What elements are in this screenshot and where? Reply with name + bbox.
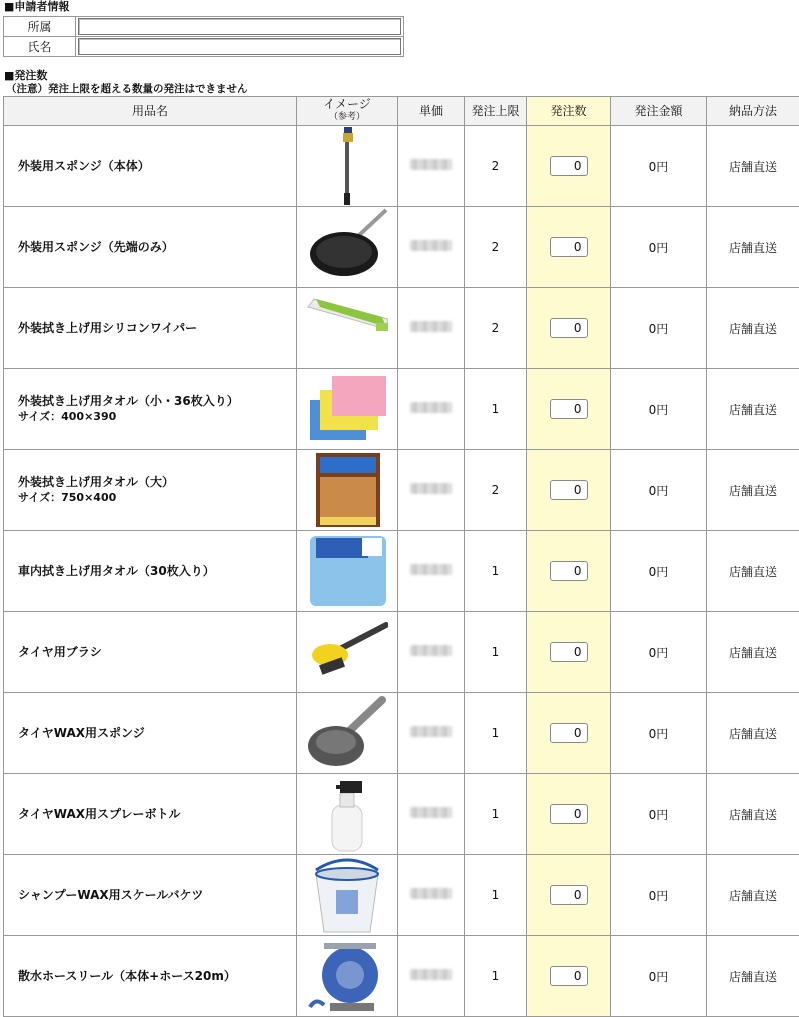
product-name: 外装拭き上げ用タオル（大） bbox=[18, 475, 174, 489]
limit-cell: 2 bbox=[465, 450, 527, 531]
product-size: サイズ：750×400 bbox=[18, 490, 296, 505]
product-name: タイヤWAX用スポンジ bbox=[18, 726, 145, 740]
limit-cell: 2 bbox=[465, 207, 527, 288]
product-name: 車内拭き上げ用タオル（30枚入り） bbox=[18, 564, 215, 578]
delivery-cell: 店舗直送 bbox=[707, 531, 799, 612]
order-table-header bbox=[4, 97, 799, 126]
order-row bbox=[4, 288, 799, 369]
limit-cell: 2 bbox=[465, 126, 527, 207]
header-name: 用品名 bbox=[4, 97, 297, 126]
unit-price-cell bbox=[398, 774, 465, 855]
product-name: 外装用スポンジ（本体） bbox=[18, 159, 150, 173]
product-image-cell bbox=[297, 288, 398, 369]
unit-price-redacted bbox=[410, 888, 452, 899]
product-name-cell bbox=[4, 855, 297, 936]
name-input[interactable] bbox=[78, 38, 401, 55]
order-row bbox=[4, 531, 799, 612]
qty-cell bbox=[527, 531, 611, 612]
order-row bbox=[4, 450, 799, 531]
unit-price-redacted bbox=[410, 483, 452, 494]
order-row bbox=[4, 126, 799, 207]
mop-head-icon bbox=[306, 208, 388, 286]
header-image-label: イメージ bbox=[323, 97, 371, 111]
product-name-cell bbox=[4, 774, 297, 855]
product-name-cell bbox=[4, 531, 297, 612]
unit-price-redacted bbox=[410, 321, 452, 332]
product-name-cell bbox=[4, 207, 297, 288]
product-image-cell bbox=[297, 207, 398, 288]
order-row bbox=[4, 693, 799, 774]
unit-price-cell bbox=[398, 531, 465, 612]
order-row bbox=[4, 369, 799, 450]
limit-cell: 1 bbox=[465, 369, 527, 450]
product-image-cell bbox=[297, 531, 398, 612]
product-image-cell bbox=[297, 936, 398, 1017]
order-table-body bbox=[4, 126, 799, 1017]
product-name: タイヤWAX用スプレーボトル bbox=[18, 807, 181, 821]
product-image-cell bbox=[297, 369, 398, 450]
qty-input[interactable]: 0 bbox=[550, 885, 588, 905]
product-name: タイヤ用ブラシ bbox=[18, 645, 102, 659]
unit-price-cell bbox=[398, 369, 465, 450]
order-row bbox=[4, 774, 799, 855]
qty-input[interactable]: 0 bbox=[550, 480, 588, 500]
unit-price-cell bbox=[398, 450, 465, 531]
product-image-cell bbox=[297, 693, 398, 774]
order-row bbox=[4, 936, 799, 1017]
amount-cell: 0円 bbox=[611, 612, 707, 693]
product-image-cell bbox=[297, 612, 398, 693]
product-name-cell bbox=[4, 693, 297, 774]
order-table bbox=[3, 96, 799, 1017]
unit-price-redacted bbox=[410, 726, 452, 737]
header-image bbox=[297, 97, 398, 126]
hose-reel-icon bbox=[306, 937, 388, 1015]
product-name-cell bbox=[4, 612, 297, 693]
product-name: 散水ホースリール（本体+ホース20m） bbox=[18, 969, 236, 983]
bucket-icon bbox=[306, 856, 388, 934]
product-name: 外装拭き上げ用タオル（小・36枚入り） bbox=[18, 394, 239, 408]
unit-price-redacted bbox=[410, 969, 452, 980]
qty-cell bbox=[527, 612, 611, 693]
amount-cell: 0円 bbox=[611, 774, 707, 855]
qty-cell bbox=[527, 288, 611, 369]
qty-input[interactable]: 0 bbox=[550, 642, 588, 662]
qty-cell bbox=[527, 936, 611, 1017]
amount-cell: 0円 bbox=[611, 288, 707, 369]
amount-cell: 0円 bbox=[611, 936, 707, 1017]
affiliation-input[interactable] bbox=[78, 18, 401, 35]
product-name-cell bbox=[4, 288, 297, 369]
qty-cell bbox=[527, 450, 611, 531]
product-name-cell bbox=[4, 126, 297, 207]
delivery-cell: 店舗直送 bbox=[707, 207, 799, 288]
unit-price-cell bbox=[398, 126, 465, 207]
qty-input[interactable]: 0 bbox=[550, 561, 588, 581]
wax-sponge-icon bbox=[306, 694, 388, 772]
product-name-cell bbox=[4, 450, 297, 531]
header-amount: 発注金額 bbox=[611, 97, 707, 126]
header-image-sub: （参考） bbox=[297, 111, 397, 124]
order-row bbox=[4, 207, 799, 288]
qty-input[interactable]: 0 bbox=[550, 723, 588, 743]
unit-price-cell bbox=[398, 693, 465, 774]
delivery-cell: 店舗直送 bbox=[707, 693, 799, 774]
unit-price-redacted bbox=[410, 807, 452, 818]
applicant-table bbox=[3, 16, 404, 57]
product-image-cell bbox=[297, 774, 398, 855]
qty-cell bbox=[527, 207, 611, 288]
limit-cell: 1 bbox=[465, 774, 527, 855]
delivery-cell: 店舗直送 bbox=[707, 126, 799, 207]
qty-input[interactable]: 0 bbox=[550, 237, 588, 257]
qty-cell bbox=[527, 369, 611, 450]
qty-input[interactable]: 0 bbox=[550, 804, 588, 824]
product-name: 外装拭き上げ用シリコンワイパー bbox=[18, 321, 197, 335]
towels-icon bbox=[306, 370, 388, 448]
qty-cell bbox=[527, 774, 611, 855]
product-image-cell bbox=[297, 450, 398, 531]
limit-cell: 1 bbox=[465, 855, 527, 936]
qty-input[interactable]: 0 bbox=[550, 966, 588, 986]
limit-cell: 1 bbox=[465, 936, 527, 1017]
name-label: 氏名 bbox=[4, 37, 76, 57]
delivery-cell: 店舗直送 bbox=[707, 612, 799, 693]
qty-cell bbox=[527, 693, 611, 774]
qty-cell bbox=[527, 855, 611, 936]
product-size: サイズ：400×390 bbox=[18, 409, 296, 424]
delivery-cell: 店舗直送 bbox=[707, 450, 799, 531]
unit-price-redacted bbox=[410, 240, 452, 251]
product-name-cell bbox=[4, 369, 297, 450]
amount-cell: 0円 bbox=[611, 531, 707, 612]
limit-cell: 1 bbox=[465, 531, 527, 612]
header-unit-price: 単価 bbox=[398, 97, 465, 126]
limit-cell: 2 bbox=[465, 288, 527, 369]
order-row bbox=[4, 612, 799, 693]
unit-price-redacted bbox=[410, 645, 452, 656]
unit-price-cell bbox=[398, 855, 465, 936]
product-name: 外装用スポンジ（先端のみ） bbox=[18, 240, 174, 254]
delivery-cell: 店舗直送 bbox=[707, 774, 799, 855]
applicant-row-affiliation bbox=[4, 17, 404, 37]
product-image-cell bbox=[297, 126, 398, 207]
blue-towel-icon bbox=[306, 532, 388, 610]
unit-price-redacted bbox=[410, 159, 452, 170]
amount-cell: 0円 bbox=[611, 855, 707, 936]
delivery-cell: 店舗直送 bbox=[707, 936, 799, 1017]
limit-cell: 1 bbox=[465, 612, 527, 693]
amount-cell: 0円 bbox=[611, 693, 707, 774]
header-delivery: 納品方法 bbox=[707, 97, 799, 126]
qty-input[interactable]: 0 bbox=[550, 156, 588, 176]
tire-brush-icon bbox=[306, 613, 388, 691]
qty-input[interactable]: 0 bbox=[550, 399, 588, 419]
amount-cell: 0円 bbox=[611, 126, 707, 207]
unit-price-redacted bbox=[410, 402, 452, 413]
order-note: （注意）発注上限を超える数量の発注はできません bbox=[0, 83, 799, 96]
qty-cell bbox=[527, 126, 611, 207]
delivery-cell: 店舗直送 bbox=[707, 855, 799, 936]
order-section-title: ■発注数 bbox=[0, 69, 799, 83]
delivery-cell: 店舗直送 bbox=[707, 288, 799, 369]
applicant-section-title: ■申請者情報 bbox=[0, 0, 799, 14]
applicant-section bbox=[0, 0, 799, 57]
unit-price-cell bbox=[398, 936, 465, 1017]
order-section bbox=[0, 69, 799, 1017]
delivery-cell: 店舗直送 bbox=[707, 369, 799, 450]
product-image-cell bbox=[297, 855, 398, 936]
amount-cell: 0円 bbox=[611, 207, 707, 288]
unit-price-cell bbox=[398, 612, 465, 693]
unit-price-cell bbox=[398, 207, 465, 288]
amount-cell: 0円 bbox=[611, 369, 707, 450]
product-name: シャンプーWAX用スケールバケツ bbox=[18, 888, 203, 902]
header-qty: 発注数 bbox=[527, 97, 611, 126]
cloth-package-icon bbox=[306, 451, 388, 529]
product-name-cell bbox=[4, 936, 297, 1017]
spray-bottle-icon bbox=[306, 775, 388, 853]
applicant-row-name bbox=[4, 37, 404, 57]
unit-price-redacted bbox=[410, 564, 452, 575]
affiliation-label: 所属 bbox=[4, 17, 76, 37]
sponge-pole-icon bbox=[306, 127, 388, 205]
amount-cell: 0円 bbox=[611, 450, 707, 531]
unit-price-cell bbox=[398, 288, 465, 369]
silicone-wiper-icon bbox=[306, 289, 388, 367]
qty-input[interactable]: 0 bbox=[550, 318, 588, 338]
order-row bbox=[4, 855, 799, 936]
limit-cell: 1 bbox=[465, 693, 527, 774]
header-limit: 発注上限 bbox=[465, 97, 527, 126]
